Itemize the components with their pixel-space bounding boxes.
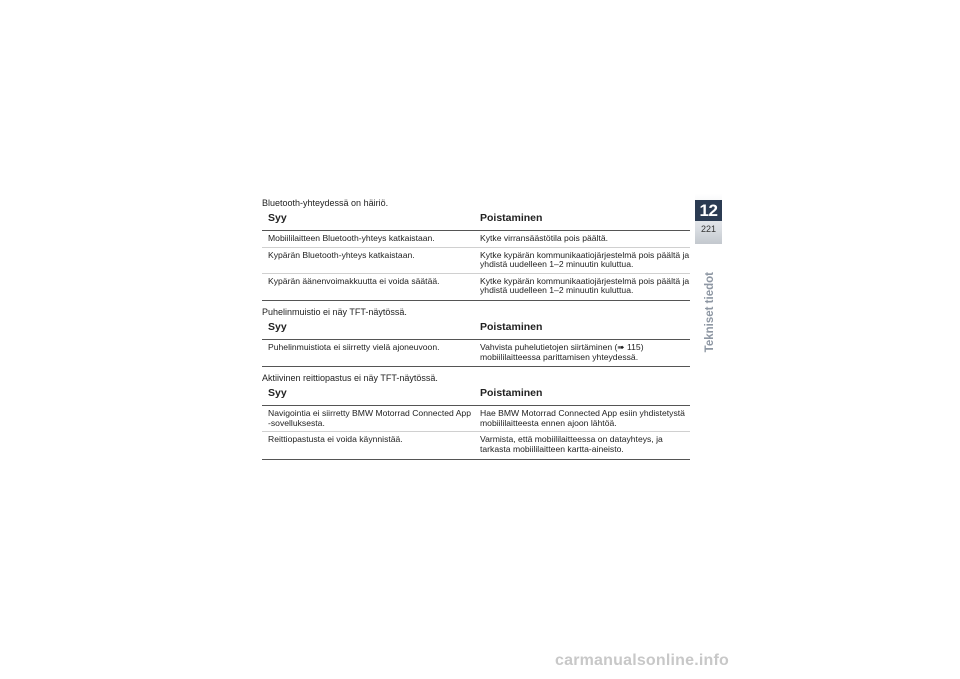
table-header xyxy=(262,387,690,406)
fix-cell: Varmista, että mobiililaitteessa on datayhteys, ja tarkasta mobiililaitteen kartta-aineisto. xyxy=(474,432,690,459)
section-title-navigation: Aktiivinen reittiopastus ei näy TFT-näytössä. xyxy=(262,373,438,384)
section-title-bluetooth: Bluetooth-yhteydessä on häiriö. xyxy=(262,198,389,208)
watermark: carmanualsonline.info xyxy=(555,652,730,669)
chapter-number: 12 xyxy=(695,200,722,221)
fix-cell: Hae BMW Motorrad Connected App esiin yhdistetystä mobiililaitteesta ennen ajoon lähtöä. xyxy=(474,406,690,432)
cause-cell: Kypärän Bluetooth-yhteys katkaistaan. xyxy=(262,247,474,273)
header-cause: Syy xyxy=(262,387,474,406)
chapter-tab xyxy=(695,194,722,244)
table-row xyxy=(262,273,690,300)
table-phonebook xyxy=(262,321,690,367)
header-fix: Poistaminen xyxy=(474,212,690,231)
table-row xyxy=(262,339,690,366)
fix-cell: Kytke virransäästötila pois päältä. xyxy=(474,231,690,248)
fix-cell: Kytke kypärän kommunikaatiojärjestelmä pois päältä ja yhdistä uudelleen 1–2 minuutin kuluttua. xyxy=(474,247,690,273)
cause-cell: Navigointia ei siirretty BMW Motorrad Connected App -sovelluksesta. xyxy=(262,406,474,432)
table-row xyxy=(262,432,690,459)
table-row xyxy=(262,406,690,432)
troubleshooting-content xyxy=(262,198,690,460)
header-cause: Syy xyxy=(262,212,474,231)
chapter-side-title xyxy=(703,272,717,372)
chapter-title-text: Tekniset tiedot xyxy=(704,272,716,353)
table-row xyxy=(262,231,690,248)
fix-cell: Vahvista puhelutietojen siirtäminen (➠ 115) mobiililaitteessa parittamisen yhteydessä. xyxy=(474,339,690,366)
cause-cell: Reittiopastusta ei voida käynnistää. xyxy=(262,432,474,459)
header-cause: Syy xyxy=(262,321,474,340)
header-fix: Poistaminen xyxy=(474,321,690,340)
cause-cell: Mobiililaitteen Bluetooth-yhteys katkaistaan. xyxy=(262,231,474,248)
cause-cell: Kypärän äänenvoimakkuutta ei voida säätää. xyxy=(262,273,474,300)
page-number: 221 xyxy=(700,224,717,234)
table-header xyxy=(262,212,690,231)
cause-cell: Puhelinmuistiota ei siirretty vielä ajoneuvoon. xyxy=(262,339,474,366)
table-header xyxy=(262,321,690,340)
table-navigation xyxy=(262,387,690,459)
fix-cell: Kytke kypärän kommunikaatiojärjestelmä pois päältä ja yhdistä uudelleen 1–2 minuutin kuluttua. xyxy=(474,273,690,300)
table-row xyxy=(262,247,690,273)
table-bluetooth xyxy=(262,212,690,301)
header-fix: Poistaminen xyxy=(474,387,690,406)
section-title-phonebook: Puhelinmuistio ei näy TFT-näytössä. xyxy=(262,306,407,317)
